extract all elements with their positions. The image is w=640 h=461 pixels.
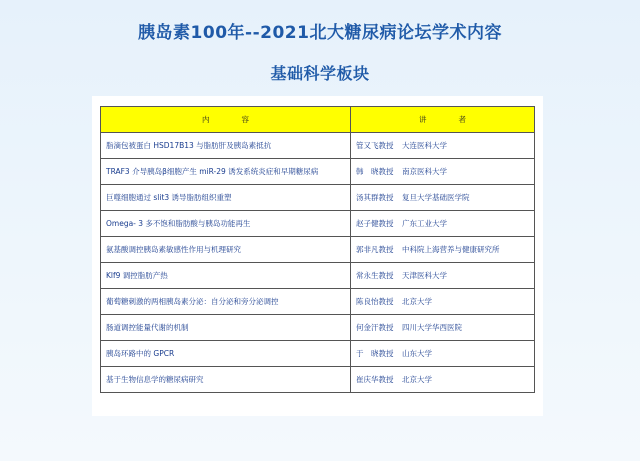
speaker-cell: [351, 289, 535, 315]
speaker-org: 中科院上海营养与健康研究所: [402, 245, 500, 254]
table-row: [101, 289, 535, 315]
speaker-cell: [351, 367, 535, 393]
speaker-cell: [351, 263, 535, 289]
speaker-name: 何金汗教授: [356, 323, 394, 332]
speaker-org: 复旦大学基础医学院: [402, 193, 470, 202]
topic-cell: 氨基酸调控胰岛素敏感性作用与机理研究: [101, 237, 351, 263]
speaker-org: 天津医科大学: [402, 271, 447, 280]
speaker-name: 韩 晓教授: [356, 167, 394, 176]
speaker-org: 四川大学华西医院: [402, 323, 462, 332]
speaker-org: 广东工业大学: [402, 219, 447, 228]
speaker-name: 郭非凡教授: [356, 245, 394, 254]
speaker-org: 南京医科大学: [402, 167, 447, 176]
speaker-name: 常永生教授: [356, 271, 394, 280]
table-row: [101, 315, 535, 341]
topic-cell: 葡萄糖刺激的两相胰岛素分泌：自分泌和旁分泌调控: [101, 289, 351, 315]
speaker-cell: [351, 237, 535, 263]
speaker-name: 崔庆华教授: [356, 375, 394, 384]
speaker-org: 北京大学: [402, 375, 432, 384]
speaker-cell: [351, 159, 535, 185]
speaker-org: 北京大学: [402, 297, 432, 306]
speaker-name: 于 晓教授: [356, 349, 394, 358]
table-row: [101, 159, 535, 185]
header-content: 内 容: [101, 107, 351, 133]
topic-cell: 脂滴包被蛋白 HSD17B13 与脂肪肝及胰岛素抵抗: [101, 133, 351, 159]
speaker-name: 汤其群教授: [356, 193, 394, 202]
table-row: [101, 263, 535, 289]
topic-cell: Klf9 调控脂肪产热: [101, 263, 351, 289]
speaker-org: 山东大学: [402, 349, 432, 358]
topic-cell: 胰岛环路中的 GPCR: [101, 341, 351, 367]
topic-cell: 肠道调控能量代谢的机制: [101, 315, 351, 341]
table-row: [101, 237, 535, 263]
schedule-sheet: [92, 96, 543, 416]
table-row: [101, 211, 535, 237]
topic-cell: 巨噬细胞通过 slit3 诱导脂肪组织重塑: [101, 185, 351, 211]
speaker-name: 管又飞教授: [356, 141, 394, 150]
speaker-org: 大连医科大学: [402, 141, 447, 150]
table-header-row: [101, 107, 535, 133]
header-speaker: 讲 者: [351, 107, 535, 133]
table-row: [101, 367, 535, 393]
table-row: [101, 133, 535, 159]
topic-cell: TRAF3 介导胰岛β细胞产生 miR-29 诱发系统炎症和早期糖尿病: [101, 159, 351, 185]
speaker-cell: [351, 315, 535, 341]
speaker-cell: [351, 211, 535, 237]
table-row: [101, 341, 535, 367]
speaker-name: 赵子健教授: [356, 219, 394, 228]
page-subtitle: 基础科学板块: [270, 64, 370, 83]
schedule-table: [100, 106, 535, 393]
speaker-cell: [351, 133, 535, 159]
table-row: [101, 185, 535, 211]
speaker-cell: [351, 341, 535, 367]
speaker-name: 陈良怡教授: [356, 297, 394, 306]
topic-cell: Omega- 3 多不饱和脂肪酸与胰岛功能再生: [101, 211, 351, 237]
page-title: 胰岛素100年--2021北大糖尿病论坛学术内容: [138, 23, 502, 43]
topic-cell: 基于生物信息学的糖尿病研究: [101, 367, 351, 393]
speaker-cell: [351, 185, 535, 211]
